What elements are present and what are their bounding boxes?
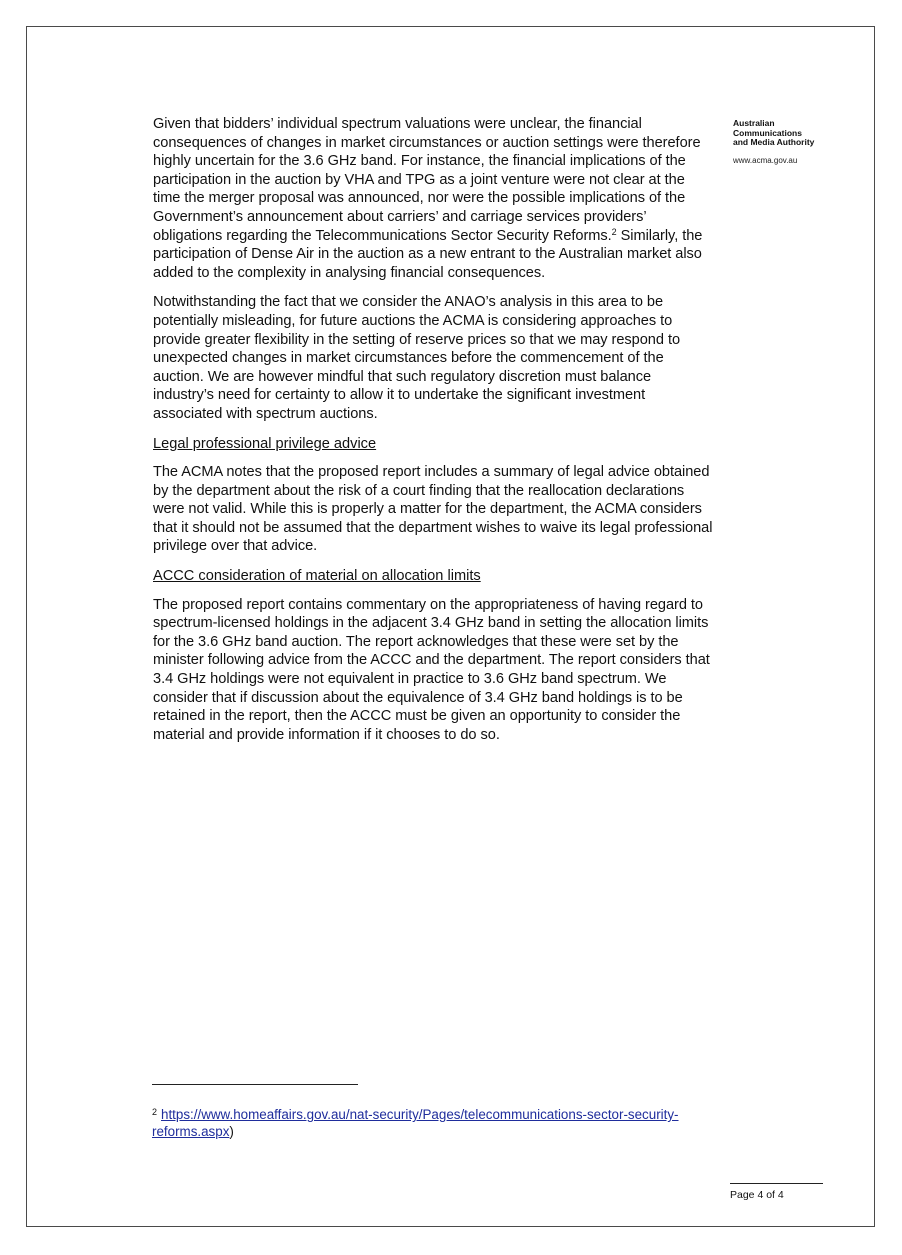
- footnote-reference[interactable]: 2: [611, 226, 617, 237]
- heading-legal-privilege: Legal professional privilege advice: [153, 435, 377, 452]
- footnote-separator: [152, 1084, 358, 1085]
- footnote-marker: 2: [152, 1107, 158, 1117]
- paragraph-text: Given that bidders’ individual spectrum valuations were unclear, the financial consequences of changes in market circumstances or auction settings were therefore highly uncertain for the 3.6 GHz band. For instance, the financial implications of the participation in the auction by VHA and TPG as a joint venture were not clear at the time the merger proposal was announced, nor were the possible implications of the Government’s announcement about carriers’ and carriage services providers’ obligations regarding the Telecommunications Sector Security Reforms.: [153, 116, 701, 244]
- org-url: www.acma.gov.au: [733, 155, 798, 165]
- page-number: Page 4 of 4: [730, 1189, 784, 1201]
- footnote-link[interactable]: https://www.homeaffairs.gov.au/nat-security/Pages/telecommunications-sector-security-reforms.aspx: [152, 1107, 679, 1139]
- paragraph-text-tail: Similarly, the participation of Dense Air in the auction as a new entrant to the Australian market also added to the complexity in analysing financial consequences.: [153, 227, 703, 281]
- org-branding: [733, 119, 853, 165]
- paragraph-legal-privilege: The ACMA notes that the proposed report includes a summary of legal advice obtained by the department about the risk of a court finding that the reallocation declarations were not valid. While this is properly a matter for the department, the ACMA considers that it should not be assumed that the department wishes to waive its legal professional privilege over that advice.: [153, 464, 713, 555]
- page-number-rule: [730, 1183, 823, 1184]
- letter-body: [153, 115, 715, 755]
- org-name: [733, 119, 853, 148]
- footnote-tail: ): [229, 1124, 234, 1139]
- org-name-line-3: and Media Authority: [733, 137, 815, 147]
- paragraph-reserve-uncertainty: [153, 115, 715, 282]
- heading-accc-consideration: ACCC consideration of material on allocation limits: [153, 568, 481, 585]
- paragraph-accc-consideration: The proposed report contains commentary on the appropriateness of having regard to spectrum-licensed holdings in the adjacent 3.4 GHz band in setting the allocation limits for the 3.6 GHz band auction. The report acknowledges that these were set by the minister following advice from the ACCC and the department. The report considers that 3.4 GHz holdings were not equivalent in practice to 3.6 GHz band spectrum. We consider that if discussion about the equivalence of 3.4 GHz band holdings is to be retained in the report, then the ACCC must be given an opportunity to consider the material and provide information if it chooses to do so.: [153, 596, 710, 743]
- org-name-line-2: Communications: [733, 127, 802, 138]
- org-name-line-1: Australian: [733, 118, 775, 128]
- footnote: [152, 1104, 692, 1140]
- paragraph-reserve-flexibility: Notwithstanding the fact that we consider the ANAO’s analysis in this area to be potentially misleading, for future auctions the ACMA is considering approaches to provide greater flexibility in the setting of reserve prices so that we may respond to unexpected changes in market circumstances before the commencement of the auction. We are however mindful that such regulatory discretion must balance industry’s need for certainty to allow it to undertake the significant investment associated with spectrum auctions.: [153, 294, 681, 422]
